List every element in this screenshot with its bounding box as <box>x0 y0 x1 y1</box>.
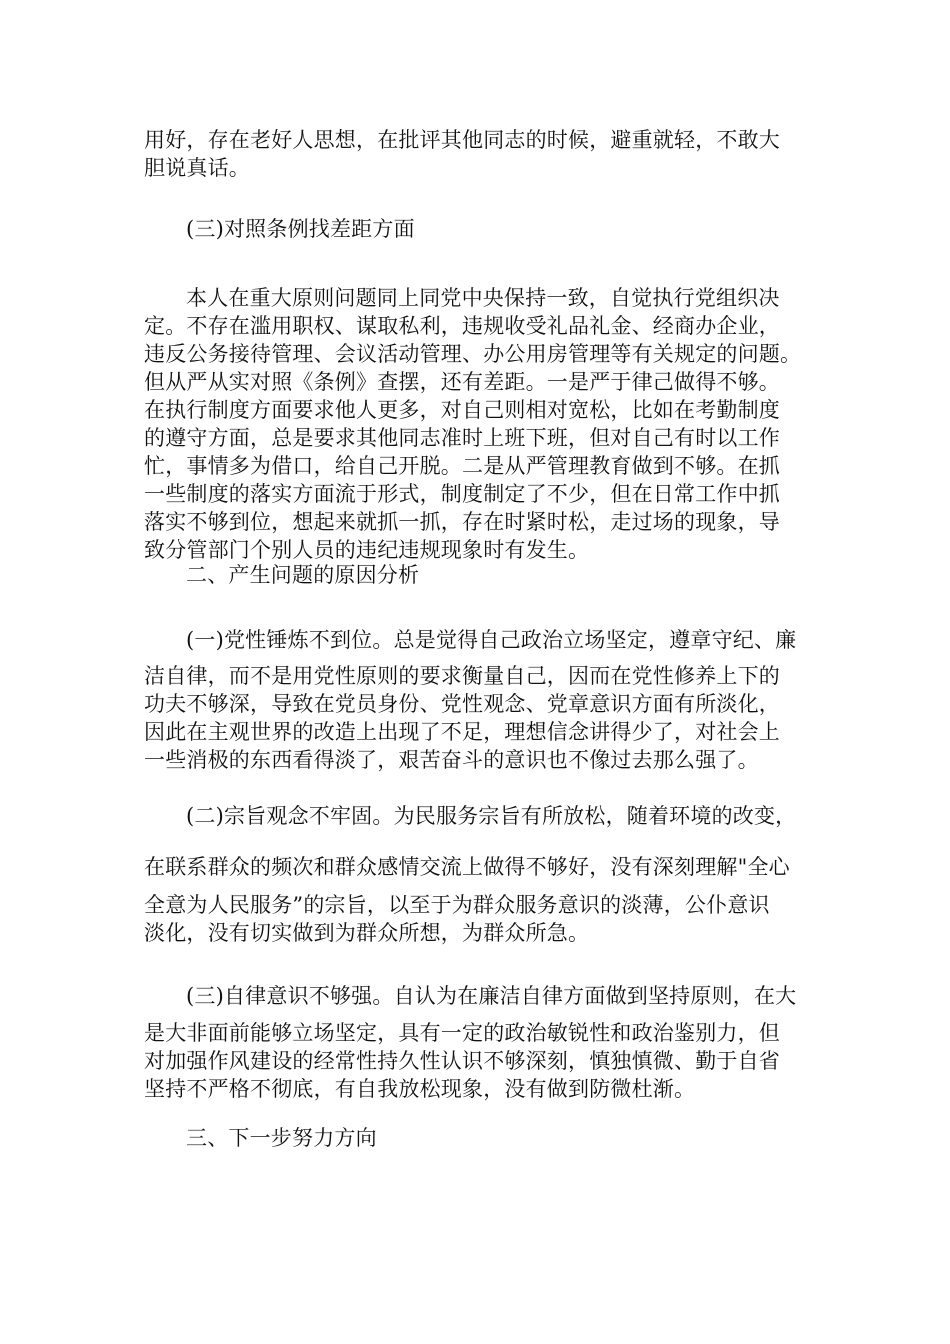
subheading-compare-regulations <box>144 215 816 243</box>
text-line: 用好，存在老好人思想，在批评其他同志的时候，避重就轻，不敢大 <box>144 128 780 152</box>
section-heading-cause-analysis <box>144 561 816 589</box>
text-line: 违反公务接待管理、会议活动管理、办公用房管理等有关规定的问题。 <box>144 342 802 366</box>
text-line: 在执行制度方面要求他人更多，对自己则相对宽松，比如在考勤制度 <box>144 398 780 422</box>
paragraph-self-discipline-continued <box>144 1019 816 1103</box>
text-line: 但从严从实对照《条例》查摆，还有差距。一是严于律己做得不够。 <box>144 370 780 394</box>
text-line: 致分管部门个别人员的违纪违规现象时有发生。 <box>144 538 590 562</box>
text-line: 定。不存在滥用职权、谋取私利，违规收受礼品礼金、经商办企业， <box>144 314 780 338</box>
text-line: 功夫不够深，导致在党员身份、党性观念、党章意识方面有所淡化， <box>144 692 780 716</box>
continued-paragraph <box>144 126 816 182</box>
text-line: 对加强作风建设的经常性持久性认识不够深刻，慎独慎微、勤于自省 <box>144 1049 780 1073</box>
text-line: (三)自律意识不够强。自认为在廉洁自律方面做到坚持原则，在大 <box>186 984 797 1008</box>
paragraph-purpose-concept-continued <box>144 891 816 947</box>
text-line: 是大非面前能够立场坚定，具有一定的政治敏锐性和政治鉴别力，但 <box>144 1021 780 1045</box>
paragraph-self-discipline <box>144 982 816 1010</box>
paragraph-party-spirit <box>144 626 816 654</box>
subheading-text: (三)对照条例找差距方面 <box>186 217 415 241</box>
text-line: 因此在主观世界的改造上出现了不足，理想信念讲得少了，对社会上 <box>144 720 780 744</box>
text-line: 洁自律，而不是用党性原则的要求衡量自己，因而在党性修养上下的 <box>144 664 780 688</box>
paragraph-purpose-concept-line2 <box>144 853 816 881</box>
paragraph-party-spirit-continued <box>144 662 816 774</box>
text-line: 全意为人民服务”的宗旨，以至于为群众服务意识的淡薄，公仆意识 <box>144 893 770 917</box>
text-line: 本人在重大原则问题同上同党中央保持一致，自觉执行党组织决 <box>186 286 780 310</box>
section-heading-text: 三、下一步努力方向 <box>186 1126 377 1150</box>
text-line: 在联系群众的频次和群众感情交流上做得不够好，没有深刻理解"全心 <box>144 855 790 879</box>
text-line: 坚持不严格不彻底，有自我放松现象，没有做到防微杜渐。 <box>144 1077 696 1101</box>
text-line: (二)宗旨观念不牢固。为民服务宗旨有所放松，随着环境的改变， <box>186 804 797 828</box>
text-line: 胆说真话。 <box>144 156 250 180</box>
text-line: 落实不够到位，想起来就抓一抓，存在时紧时松，走过场的现象，导 <box>144 510 780 534</box>
text-line: 淡化，没有切实做到为群众所想，为群众所急。 <box>144 921 590 945</box>
text-line: (一)党性锤炼不到位。总是觉得自己政治立场坚定，遵章守纪、廉 <box>186 628 797 652</box>
paragraph-regulations-gap <box>144 284 816 564</box>
section-heading-text: 二、产生问题的原因分析 <box>186 563 420 587</box>
text-line: 一些制度的落实方面流于形式，制度制定了不少，但在日常工作中抓 <box>144 482 780 506</box>
text-line: 一些消极的东西看得淡了，艰苦奋斗的意识也不像过去那么强了。 <box>144 748 759 772</box>
section-heading-next-steps <box>144 1124 816 1152</box>
text-line: 忙，事情多为借口，给自己开脱。二是从严管理教育做到不够。在抓 <box>144 454 780 478</box>
text-line: 的遵守方面，总是要求其他同志准时上班下班，但对自己有时以工作 <box>144 426 780 450</box>
paragraph-purpose-concept <box>144 802 816 830</box>
